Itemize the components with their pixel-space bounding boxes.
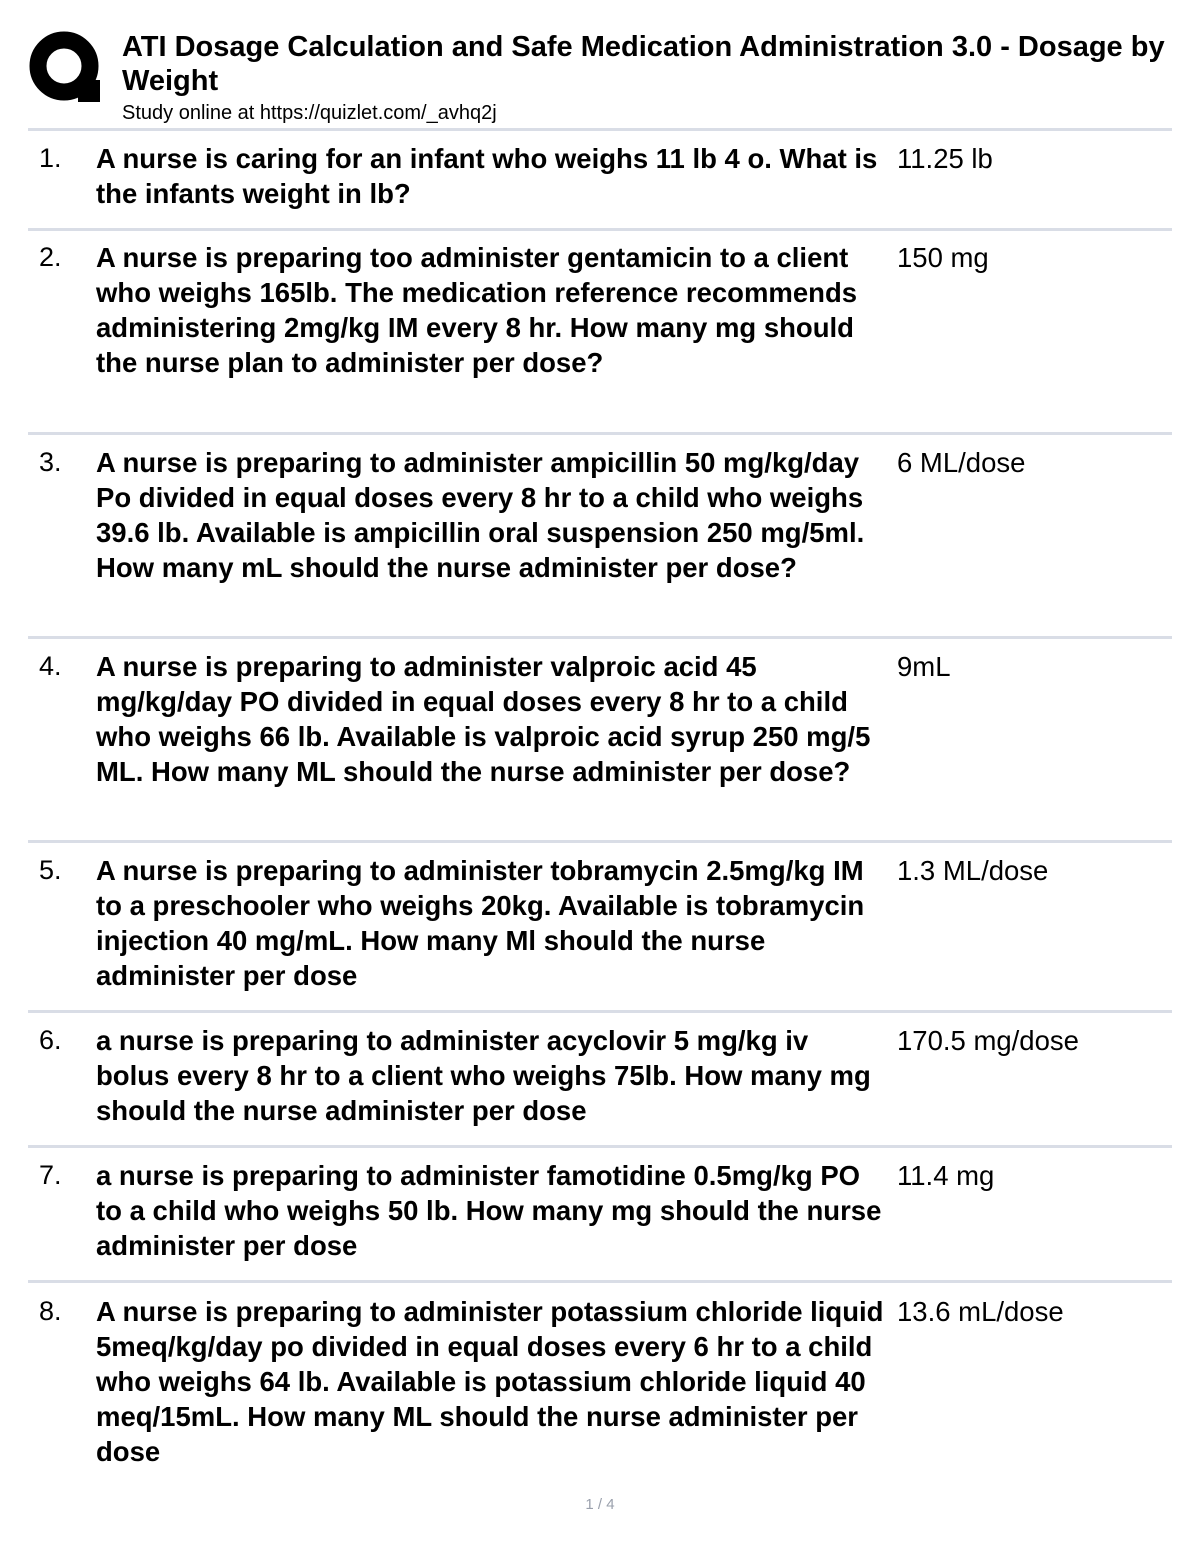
- flashcard-8: [28, 1283, 1172, 1483]
- card-number: 8.: [39, 1296, 62, 1326]
- card-term: a nurse is preparing to administer famotidine 0.5mg/kg PO to a child who weighs 50 lb. How many mg should the nurse administer per dose: [96, 1160, 882, 1261]
- card-term: A nurse is preparing to administer potassium chloride liquid 5meq/kg/day po divided in equal doses every 6 hr to a child who weighs 64 lb. Available is potassium chloride liquid 40 meq/15mL. How many ML should the nurse administer per dose: [96, 1296, 884, 1467]
- card-term: A nurse is caring for an infant who weighs 11 lb 4 o. What is the infants weight in lb?: [96, 143, 878, 209]
- flashcard-5: [28, 843, 1172, 1013]
- card-definition: 170.5 mg/dose: [897, 1025, 1079, 1056]
- card-term: A nurse is preparing to administer tobramycin 2.5mg/kg IM to a preschooler who weighs 20kg. Available is tobramycin injection 40 mg/mL. How many Ml should the nurse administer per dose: [96, 855, 865, 991]
- card-number: 1.: [39, 143, 62, 173]
- card-definition: 6 ML/dose: [897, 447, 1026, 478]
- card-term: A nurse is preparing to administer ampicillin 50 mg/kg/day Po divided in equal doses every 8 hr to a child who weighs 39.6 lb. Available is ampicillin oral suspension 250 mg/5ml. How many mL should the nurse administer per dose?: [96, 447, 865, 583]
- card-number: 5.: [39, 855, 62, 885]
- card-number: 6.: [39, 1025, 62, 1055]
- card-number: 4.: [39, 651, 62, 681]
- card-definition: 11.4 mg: [897, 1160, 995, 1191]
- flashcard-list: [0, 131, 1200, 1483]
- card-number: 3.: [39, 447, 62, 477]
- flashcard-1: [28, 131, 1172, 231]
- flashcard-2: [28, 231, 1172, 435]
- flashcard-7: [28, 1148, 1172, 1283]
- card-term: A nurse is preparing too administer gentamicin to a client who weighs 165lb. The medication reference recommends administering 2mg/kg IM every 8 hr. How many mg should the nurse plan to administer per dose?: [96, 242, 858, 378]
- flashcard-6: [28, 1013, 1172, 1148]
- page-header: [0, 0, 1200, 128]
- card-term: a nurse is preparing to administer acyclovir 5 mg/kg iv bolus every 8 hr to a client who weighs 75lb. How many mg should the nurse administer per dose: [96, 1025, 871, 1126]
- card-term: A nurse is preparing to administer valproic acid 45 mg/kg/day PO divided in equal doses every 8 hr to a child who weighs 66 lb. Available is valproic acid syrup 250 mg/5 ML. How many ML should the nurse administer per dose?: [96, 651, 871, 787]
- card-number: 2.: [39, 242, 62, 272]
- card-definition: 11.25 lb: [897, 143, 993, 174]
- study-online-link[interactable]: Study online at https://quizlet.com/_avhq2j: [122, 102, 497, 124]
- document-title: ATI Dosage Calculation and Safe Medication Administration 3.0 - Dosage by Weight: [122, 31, 1165, 97]
- page-indicator: 1 / 4: [585, 1496, 615, 1513]
- card-definition: 150 mg: [897, 242, 989, 273]
- flashcard-3: [28, 435, 1172, 639]
- card-definition: 9mL: [897, 651, 951, 682]
- quizlet-q-logo-icon: [28, 30, 104, 106]
- card-definition: 13.6 mL/dose: [897, 1296, 1064, 1327]
- flashcard-4: [28, 639, 1172, 843]
- card-number: 7.: [39, 1160, 62, 1190]
- card-definition: 1.3 ML/dose: [897, 855, 1049, 886]
